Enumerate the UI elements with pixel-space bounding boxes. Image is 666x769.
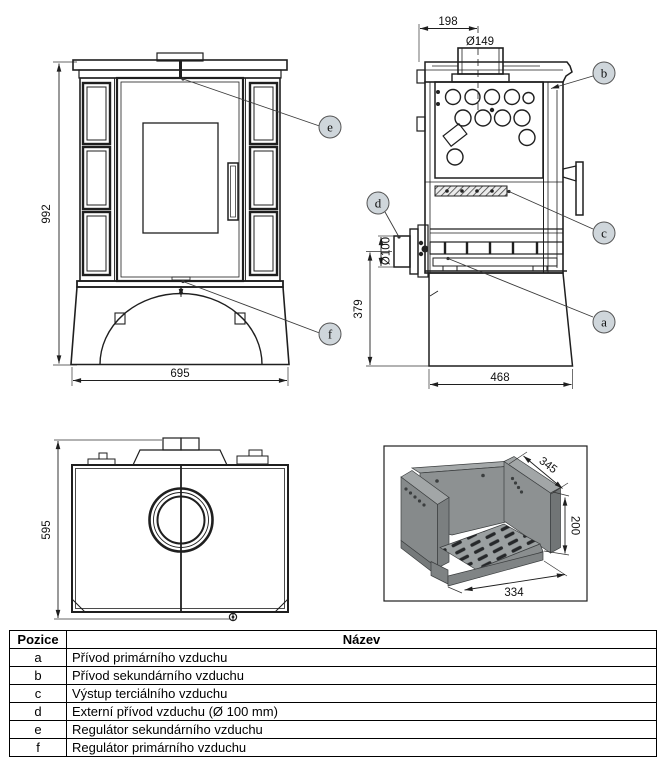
firebox-liner — [401, 457, 561, 587]
callout-c — [507, 190, 615, 244]
svg-text:f: f — [327, 326, 333, 342]
firebox-view — [384, 446, 587, 601]
position-cell: d — [10, 703, 67, 721]
table-row — [10, 667, 657, 685]
dimension-inlet-diameter: Ø100 — [380, 236, 393, 266]
svg-text:a: a — [601, 314, 607, 330]
name-cell: Regulátor primárního vzduchu — [67, 739, 657, 757]
name-cell: Externí přívod vzduchu (Ø 100 mm) — [67, 703, 657, 721]
callout-b — [551, 62, 615, 89]
table-row — [10, 685, 657, 703]
front-view — [41, 53, 341, 386]
position-cell: f — [10, 739, 67, 757]
table-header-row — [10, 631, 657, 649]
name-cell: Přívod primárního vzduchu — [67, 649, 657, 667]
column-header-position: Pozice — [10, 631, 67, 649]
dimension-firebox-depth: 345 — [536, 455, 560, 477]
stove-body-top — [72, 465, 288, 612]
position-cell: e — [10, 721, 67, 739]
flue-stub-top — [163, 438, 181, 450]
table-row — [10, 721, 657, 739]
dimension-firebox-width: 334 — [504, 587, 524, 599]
table-row — [10, 739, 657, 757]
primary-air-slider — [172, 277, 190, 280]
parts-table — [9, 630, 657, 757]
rear-view — [353, 16, 615, 389]
dimension-top-depth: 595 — [41, 520, 53, 540]
position-cell: c — [10, 685, 67, 703]
stove-base-rear — [429, 273, 573, 366]
dimension-rear-depth: 468 — [490, 372, 510, 384]
dimension-front-height: 992 — [41, 204, 53, 224]
name-cell: Výstup terciálního vzduchu — [67, 685, 657, 703]
dimension-firebox-height: 200 — [568, 515, 581, 536]
dimension-rear-offset: 198 — [438, 16, 458, 28]
position-cell: b — [10, 667, 67, 685]
dimension-front-width: 695 — [170, 368, 190, 380]
tertiary-air-outlet — [435, 186, 507, 196]
callout-f — [181, 280, 341, 345]
rear-panel-holes — [435, 82, 543, 178]
name-cell: Přívod sekundárního vzduchu — [67, 667, 657, 685]
side-handle — [576, 162, 583, 215]
callout-a — [446, 257, 615, 333]
position-cell: a — [10, 649, 67, 667]
left-tile-column — [83, 83, 110, 275]
dimension-flue-diameter: Ø149 — [465, 36, 495, 48]
door-handle — [228, 163, 238, 220]
svg-text:e: e — [327, 119, 333, 135]
external-air-inlet — [394, 225, 429, 277]
name-cell: Regulátor sekundárního vzduchu — [67, 721, 657, 739]
stove-base-front — [71, 281, 289, 365]
table-row — [10, 649, 657, 667]
svg-text:c: c — [601, 225, 607, 241]
svg-text:d: d — [374, 195, 382, 211]
right-tile-column — [250, 83, 277, 275]
dimension-inlet-height: 379 — [353, 299, 365, 319]
callout-e — [181, 77, 341, 138]
column-header-name: Název — [67, 631, 657, 649]
door-glass — [143, 123, 218, 233]
svg-text:b: b — [600, 65, 608, 81]
callout-d — [367, 192, 401, 239]
flue-collar — [452, 48, 509, 82]
stove-door — [117, 78, 243, 281]
top-view — [41, 438, 288, 621]
table-row — [10, 703, 657, 721]
